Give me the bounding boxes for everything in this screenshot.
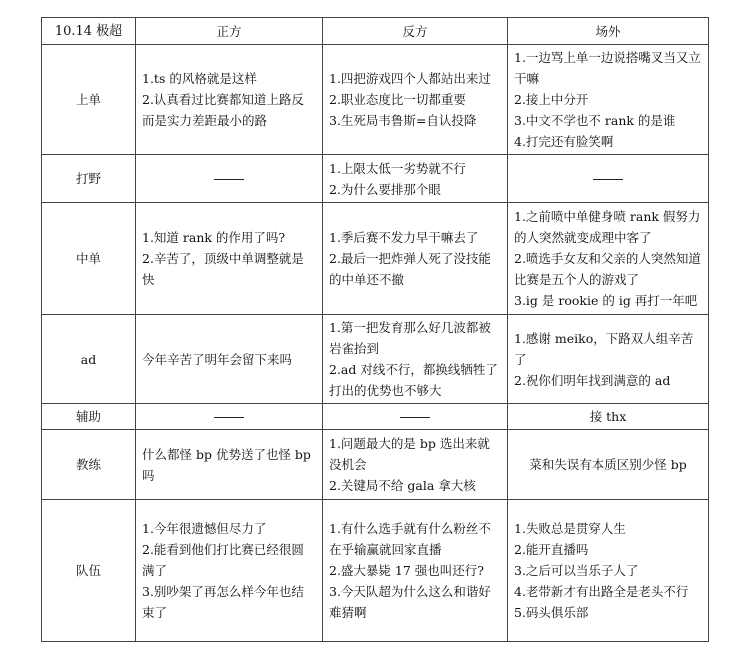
pro-cell [136, 404, 323, 430]
con-cell [323, 45, 508, 155]
cell-line: 2.能开直播吗 [514, 542, 589, 557]
cell-line: 1.季后赛不发力早干嘛去了 [329, 230, 479, 245]
pro-cell [136, 500, 323, 642]
outside-cell [508, 430, 709, 500]
outside-cell [508, 315, 709, 404]
empty-dash [400, 417, 430, 418]
cell-line: 接 thx [589, 409, 627, 424]
cell-line: 1.今年很遗憾但尽力了 [142, 521, 267, 536]
cell-line: 菜和失误有本质区别少怪 bp [529, 457, 687, 472]
cell-line: 今年辛苦了明年会留下来吗 [142, 351, 293, 367]
cell-line: 1.知道 rank 的作用了吗? [142, 230, 286, 245]
table-row [42, 203, 709, 315]
cell-line: 3.中文不学也不 rank 的是谁 [514, 113, 676, 128]
cell-line: 1.问题最大的是 bp 选出来就没机会 [329, 436, 490, 472]
cell-line: 1.之前喷中单健身喷 rank 假努力的人突然就变成理中客了 [514, 209, 701, 245]
cell-line: 1.感谢 meiko，下路双人组辛苦了 [514, 330, 694, 367]
cell-line: 3.生死局韦鲁斯=自认投降 [329, 113, 477, 128]
cell-line: 2.喷选手女友和父亲的人突然知道比赛是五个人的游戏了 [514, 251, 701, 287]
cell-line: 1.四把游戏四个人都站出来过 [329, 71, 491, 86]
row-label: 教练 [42, 430, 136, 500]
cell-line: 3.别吵架了再怎么样今年也结束了 [142, 584, 304, 620]
cell-line: 2.ad 对线不行，都换线牺牲了打出的优势也不够大 [329, 362, 498, 398]
cell-line: 什么都怪 bp 优势送了也怪 bp 吗 [142, 446, 311, 483]
cell-line: 3.ig 是 rookie 的 ig 再打一年吧 [514, 293, 698, 308]
cell-line: 1.第一把发育那么好几波都被岩雀抬到 [329, 320, 491, 356]
con-cell [323, 500, 508, 642]
pro-cell [136, 430, 323, 500]
pro-cell [136, 155, 323, 203]
table-row [42, 430, 709, 500]
cell-line: 2.盛大暴毙 17 强也叫还行? [329, 563, 484, 578]
con-cell [323, 404, 508, 430]
table-row [42, 155, 709, 203]
cell-line: 2.为什么要排那个眼 [329, 181, 441, 197]
empty-dash [214, 179, 244, 180]
table-row [42, 315, 709, 404]
con-cell [323, 315, 508, 404]
cell-line: 2.关键局不给 gala 拿大核 [329, 478, 476, 493]
cell-line: 1.上限太低一劣势就不行 [329, 160, 466, 176]
outside-cell [508, 203, 709, 315]
cell-line: 2.祝你们明年找到满意的 ad [514, 372, 671, 388]
cell-line: 3.之后可以当乐子人了 [514, 563, 639, 578]
con-cell [323, 203, 508, 315]
outside-cell [508, 500, 709, 642]
cell-line: 5.码头俱乐部 [514, 605, 589, 620]
row-label: 中单 [42, 203, 136, 315]
cell-line: 2.能看到他们打比赛已经很圆满了 [142, 542, 304, 578]
cell-line: 4.老带新才有出路全是老头不行 [514, 584, 689, 599]
table-body [42, 45, 709, 642]
row-label: 队伍 [42, 500, 136, 642]
outside-header: 场外 [508, 18, 709, 45]
pro-cell [136, 203, 323, 315]
row-label: 辅助 [42, 404, 136, 430]
row-label: 打野 [42, 155, 136, 203]
table-row [42, 500, 709, 642]
cell-line: 2.辛苦了，顶级中单调整就是快 [142, 251, 304, 287]
cell-line: 1.一边骂上单一边说搭嘴叉当又立干嘛 [514, 50, 701, 86]
row-label: 上单 [42, 45, 136, 155]
pro-header: 正方 [136, 18, 323, 45]
pro-cell [136, 315, 323, 404]
cell-line: 1.有什么选手就有什么粉丝不在乎输赢就回家直播 [329, 521, 491, 557]
outside-cell [508, 404, 709, 430]
cell-line: 1.失败总是贯穿人生 [514, 521, 626, 536]
cell-line: 2.认真看过比赛都知道上路反而是实力差距最小的路 [142, 92, 304, 128]
cell-line: 4.打完还有脸笑啊 [514, 134, 614, 149]
cell-line: 3.今天队超为什么这么和谐好难猜啊 [329, 584, 491, 620]
cell-line: 1.ts 的风格就是这样 [142, 71, 257, 86]
con-header: 反方 [323, 18, 508, 45]
header-row [42, 18, 709, 45]
debate-table [41, 17, 709, 642]
cell-line: 2.职业态度比一切都重要 [329, 92, 466, 107]
row-label: ad [42, 315, 136, 404]
con-cell [323, 430, 508, 500]
outside-cell [508, 45, 709, 155]
empty-dash [214, 417, 244, 418]
outside-cell [508, 155, 709, 203]
empty-dash [593, 179, 623, 180]
con-cell [323, 155, 508, 203]
cell-line: 2.接上中分开 [514, 92, 589, 107]
corner-header: 10.14 极超 [42, 18, 136, 45]
cell-line: 2.最后一把炸弹人死了没技能的中单还不撤 [329, 251, 491, 287]
table-row [42, 45, 709, 155]
pro-cell [136, 45, 323, 155]
table-row [42, 404, 709, 430]
